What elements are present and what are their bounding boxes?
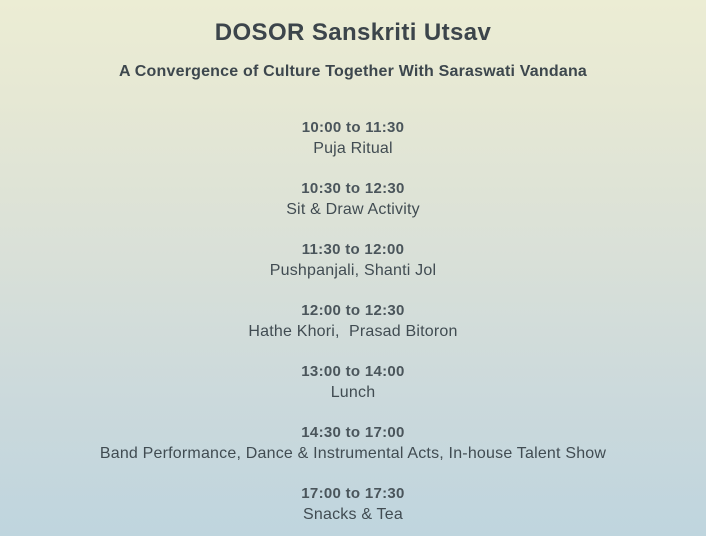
schedule-item-time: 17:00 to 17:30: [301, 485, 405, 502]
schedule-item-time: 13:00 to 14:00: [301, 363, 405, 380]
schedule-list: [0, 117, 706, 525]
schedule-item-time: 10:30 to 12:30: [301, 180, 405, 197]
schedule-item-activity: Puja Ritual: [313, 140, 393, 157]
schedule-item-activity: Pushpanjali, Shanti Jol: [269, 262, 437, 279]
schedule-item: [0, 300, 706, 342]
schedule-item: [0, 422, 706, 464]
schedule-item: [0, 178, 706, 220]
schedule-item-time: 14:30 to 17:00: [301, 424, 405, 441]
schedule-item: [0, 117, 706, 159]
schedule-item-time: 10:00 to 11:30: [301, 119, 405, 136]
schedule-item: [0, 239, 706, 281]
schedule-item-time: 12:00 to 12:30: [301, 302, 405, 319]
page-title: DOSOR Sanskriti Utsav: [214, 19, 492, 46]
schedule-item-activity: Sit & Draw Activity: [286, 201, 420, 218]
schedule-item-activity: Hathe Khori, Prasad Bitoron: [248, 323, 458, 340]
schedule-item: [0, 483, 706, 525]
schedule-item-activity: Lunch: [330, 384, 376, 401]
schedule-item-time: 11:30 to 12:00: [301, 241, 405, 258]
page-subtitle: A Convergence of Culture Together With Saraswati Vandana: [118, 63, 588, 80]
schedule-item-activity: Snacks & Tea: [303, 506, 403, 523]
schedule-item: [0, 361, 706, 403]
schedule-item-activity: Band Performance, Dance & Instrumental Acts, In-house Talent Show: [99, 445, 607, 462]
